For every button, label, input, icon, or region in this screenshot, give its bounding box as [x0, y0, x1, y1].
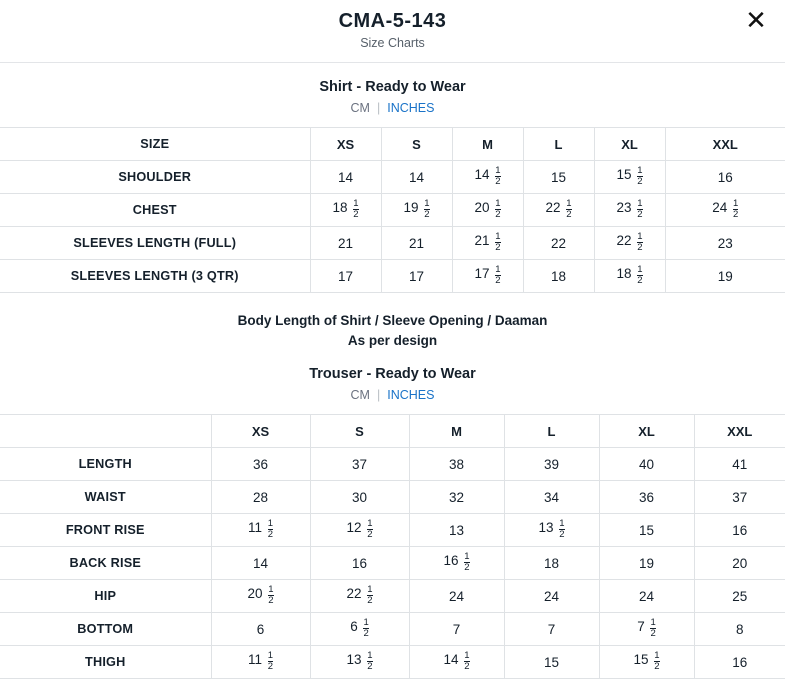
table-row [0, 580, 785, 613]
table-row [0, 481, 785, 514]
column-header: M [409, 415, 504, 448]
table-row [0, 613, 785, 646]
page-title: CMA-5-143 [338, 10, 447, 32]
trouser-section-title: Trouser - Ready to Wear [309, 366, 476, 383]
table-row [0, 227, 785, 260]
table-cell: 22 $\frac{1}{2}$ [310, 580, 409, 613]
modal-body [0, 79, 785, 672]
table-cell: 20 $\frac{1}{2}$ [211, 580, 310, 613]
table-cell: 15 [504, 646, 599, 679]
table-cell: 15 $\frac{1}{2}$ [599, 646, 694, 679]
trouser-size-table [0, 414, 785, 679]
table-cell: 11 $\frac{1}{2}$ [211, 646, 310, 679]
table-cell: 15 $\frac{1}{2}$ [594, 161, 665, 194]
table-cell: 18 $\frac{1}{2}$ [310, 194, 381, 227]
column-header: L [523, 128, 594, 161]
table-cell: 19 [599, 547, 694, 580]
table-cell: 21 [381, 227, 452, 260]
table-cell: 36 [599, 481, 694, 514]
table-cell: 41 [694, 448, 785, 481]
table-row [0, 547, 785, 580]
table-cell: 7 $\frac{1}{2}$ [599, 613, 694, 646]
row-header: FRONT RISE [0, 514, 211, 547]
table-cell: 15 [599, 514, 694, 547]
design-note-line2: As per design [347, 332, 438, 348]
table-cell: 22 $\frac{1}{2}$ [523, 194, 594, 227]
column-header: XL [599, 415, 694, 448]
table-cell: 22 [523, 227, 594, 260]
table-cell: 7 [504, 613, 599, 646]
table-header-row [0, 128, 785, 161]
row-header: HIP [0, 580, 211, 613]
table-cell: 17 [381, 260, 452, 293]
table-cell: 20 [694, 547, 785, 580]
row-header: CHEST [0, 194, 310, 227]
table-cell: 30 [310, 481, 409, 514]
table-cell: 14 [381, 161, 452, 194]
table-row [0, 514, 785, 547]
table-cell: 6 [211, 613, 310, 646]
column-header: L [504, 415, 599, 448]
shirt-unit-toggle [0, 101, 785, 115]
table-cell: 19 [665, 260, 785, 293]
modal-subtitle: Size Charts [360, 36, 425, 50]
design-note [0, 311, 785, 350]
table-cell: 15 [523, 161, 594, 194]
table-cell: 18 [523, 260, 594, 293]
table-cell: 13 $\frac{1}{2}$ [504, 514, 599, 547]
table-cell: 14 $\frac{1}{2}$ [409, 646, 504, 679]
unit-cm-option-trouser[interactable]: CM [350, 388, 370, 403]
unit-cm-option-shirt[interactable]: CM [350, 101, 370, 115]
column-header: M [452, 128, 523, 161]
table-cell: 21 $\frac{1}{2}$ [452, 227, 523, 260]
row-header: WAIST [0, 481, 211, 514]
design-note-line1: Body Length of Shirt / Sleeve Opening / Daaman [237, 313, 548, 328]
table-cell: 16 $\frac{1}{2}$ [409, 547, 504, 580]
table-cell: 16 [694, 646, 785, 679]
table-cell: 37 [694, 481, 785, 514]
table-cell: 24 $\frac{1}{2}$ [665, 194, 785, 227]
table-cell: 6 $\frac{1}{2}$ [310, 613, 409, 646]
table-cell: 16 [665, 161, 785, 194]
table-row [0, 161, 785, 194]
table-cell: 16 [310, 547, 409, 580]
unit-separator-trouser: | [376, 388, 381, 403]
table-cell: 21 [310, 227, 381, 260]
shirt-section-title: Shirt - Ready to Wear [319, 79, 466, 95]
column-header: XL [594, 128, 665, 161]
table-cell: 36 [211, 448, 310, 481]
table-cell: 34 [504, 481, 599, 514]
table-cell: 24 [504, 580, 599, 613]
table-cell: 23 [665, 227, 785, 260]
column-header: XXL [665, 128, 785, 161]
table-cell: 12 $\frac{1}{2}$ [310, 514, 409, 547]
close-icon[interactable]: ✕ [745, 5, 767, 35]
trouser-unit-toggle [0, 388, 785, 402]
table-cell: 18 [504, 547, 599, 580]
row-header: SHOULDER [0, 161, 310, 194]
column-header: XS [310, 128, 381, 161]
shirt-table-body [0, 161, 785, 293]
table-cell: 18 $\frac{1}{2}$ [594, 260, 665, 293]
table-cell: 20 $\frac{1}{2}$ [452, 194, 523, 227]
table-cell: 28 [211, 481, 310, 514]
table-cell: 37 [310, 448, 409, 481]
table-cell: 32 [409, 481, 504, 514]
column-header: S [381, 128, 452, 161]
table-cell: 11 $\frac{1}{2}$ [211, 514, 310, 547]
table-cell: 39 [504, 448, 599, 481]
table-row [0, 448, 785, 481]
column-header: S [310, 415, 409, 448]
table-cell: 8 [694, 613, 785, 646]
table-cell: 25 [694, 580, 785, 613]
trouser-table-body [0, 448, 785, 679]
table-header-row [0, 415, 785, 448]
table-cell: 17 $\frac{1}{2}$ [452, 260, 523, 293]
row-header: BACK RISE [0, 547, 211, 580]
table-cell: 24 [409, 580, 504, 613]
column-header [0, 415, 211, 448]
row-header: LENGTH [0, 448, 211, 481]
column-header: XXL [694, 415, 785, 448]
table-row [0, 194, 785, 227]
row-header: SLEEVES LENGTH (FULL) [0, 227, 310, 260]
unit-inches-option-trouser[interactable]: INCHES [387, 388, 435, 403]
row-header: SLEEVES LENGTH (3 QTR) [0, 260, 310, 293]
table-cell: 14 [211, 547, 310, 580]
table-cell: 24 [599, 580, 694, 613]
unit-inches-option-shirt[interactable]: INCHES [387, 101, 435, 115]
table-cell: 19 $\frac{1}{2}$ [381, 194, 452, 227]
unit-separator-shirt: | [376, 101, 381, 115]
column-header: SIZE [0, 128, 310, 161]
shirt-size-table [0, 127, 785, 293]
table-cell: 13 $\frac{1}{2}$ [310, 646, 409, 679]
table-cell: 38 [409, 448, 504, 481]
column-header: XS [211, 415, 310, 448]
table-cell: 17 [310, 260, 381, 293]
row-header: BOTTOM [0, 613, 211, 646]
table-cell: 40 [599, 448, 694, 481]
table-cell: 16 [694, 514, 785, 547]
table-row [0, 260, 785, 293]
table-row [0, 646, 785, 679]
table-cell: 14 $\frac{1}{2}$ [452, 161, 523, 194]
table-cell: 14 [310, 161, 381, 194]
modal-header [0, 0, 785, 63]
table-cell: 13 [409, 514, 504, 547]
table-cell: 22 $\frac{1}{2}$ [594, 227, 665, 260]
table-cell: 7 [409, 613, 504, 646]
row-header: THIGH [0, 646, 211, 679]
table-cell: 23 $\frac{1}{2}$ [594, 194, 665, 227]
